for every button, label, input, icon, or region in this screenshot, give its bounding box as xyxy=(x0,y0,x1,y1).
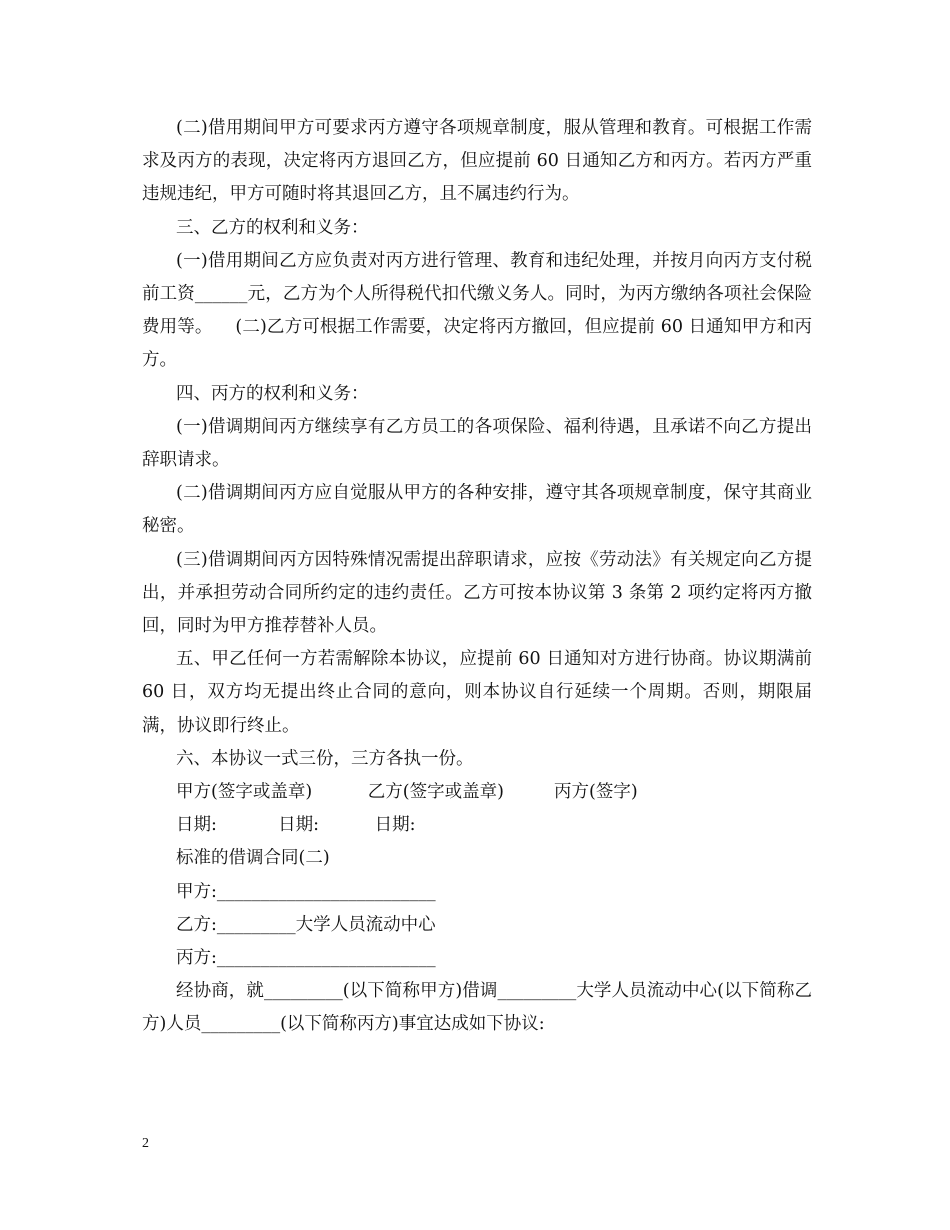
paragraph-jia-rights-2: (二)借用期间甲方可要求丙方遵守各项规章制度，服从管理和教育。可根据工作需求及丙方的表现，决定将丙方退回乙方，但应提前 60 日通知乙方和丙方。若丙方严重违规违纪，甲方可随时将其退回乙方，且不属违约行为。 xyxy=(142,118,812,205)
signature-line: 甲方(签字或盖章) 乙方(签字或盖章) 丙方(签字) xyxy=(176,782,638,803)
document-body xyxy=(142,112,818,1042)
paragraph-copies: 六、本协议一式三份，三方各执一份。 xyxy=(176,748,474,769)
party-bing-line: 丙方:_________________________ xyxy=(176,948,436,969)
contract-title-2: 标准的借调合同(二) xyxy=(176,848,330,869)
paragraph-bing-rights-3: (三)借调期间丙方因特殊情况需提出辞职请求，应按《劳动法》有关规定向乙方提出，并承担劳动合同所约定的违约责任。乙方可按本协议第 3 条第 2 项约定将丙方撤回，同时为甲方推荐替补人员。 xyxy=(142,549,812,637)
heading-bing-rights: 四、丙方的权利和义务： xyxy=(176,383,369,404)
paragraph-bing-rights-2: (二)借调期间丙方应自觉服从甲方的各种安排，遵守其各项规章制度，保守其商业秘密。 xyxy=(142,483,812,537)
party-jia-line: 甲方:_________________________ xyxy=(176,881,436,902)
paragraph-bing-rights-1: (一)借调期间丙方继续享有乙方员工的各项保险、福利待遇，且承诺不向乙方提出辞职请求。 xyxy=(142,416,812,471)
paragraph-termination: 五、甲乙任何一方若需解除本协议，应提前 60 日通知对方进行协商。协议期满前 60 日，双方均无提出终止合同的意向，则本协议自行延续一个周期。否则，期限届满，协议即行终止。 xyxy=(142,649,818,736)
party-yi-line: 乙方:_________大学人员流动中心 xyxy=(176,914,436,935)
heading-yi-rights: 三、乙方的权利和义务： xyxy=(176,217,369,238)
date-line: 日期: 日期: 日期: xyxy=(176,815,416,836)
paragraph-agreement-intro: 经协商，就_________(以下简称甲方)借调_________大学人员流动中心(以下简称乙方)人员_________(以下简称丙方)事宜达成如下协议: xyxy=(142,981,812,1035)
paragraph-yi-duties: (一)借用期间乙方应负责对丙方进行管理、教育和违纪处理，并按月向丙方支付税前工资______元，乙方为个人所得税代扣代缴义务人。同时，为丙方缴纳各项社会保险费用等。 (二)乙方可根据工作需要，决定将丙方撤回，但应提前 60 日通知甲方和丙方。 xyxy=(142,250,812,371)
page-number: 2 xyxy=(142,1136,149,1151)
